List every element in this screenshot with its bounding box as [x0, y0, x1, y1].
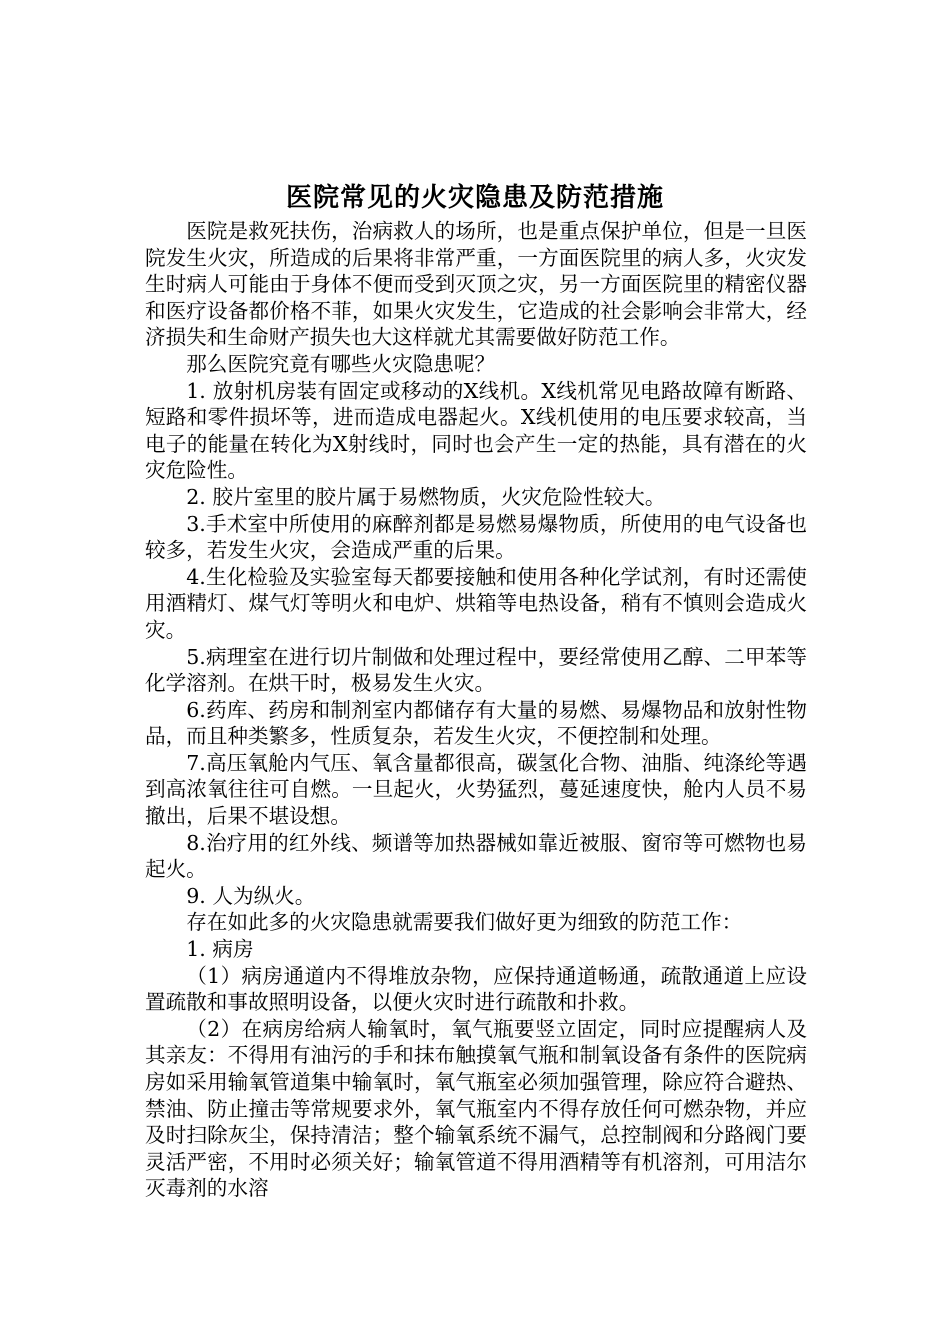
paragraph-hazard-7: 7.高压氧舱内气压、氧含量都很高，碳氢化合物、油脂、纯涤纶等遇到高浓氧往往可自燃。一旦起火，火势猛烈，蔓延速度快，舱内人员不易撤出，后果不堪设想。	[145, 750, 807, 829]
section-heading-ward: 1. 病房	[186, 937, 254, 962]
paragraph-hazard-9: 9. 人为纵火。	[186, 883, 316, 908]
paragraph-intro: 医院是救死扶伤，治病救人的场所，也是重点保护单位，但是一旦医院发生火灾，所造成的后果将非常严重，一方面医院里的病人多，火灾发生时病人可能由于身体不便而受到灭顶之灾，另一方面医院里的精密仪器和医疗设备都价格不菲，如果火灾发生，它造成的社会影响会非常大，经济损失和生命财产损失也大这样就尤其需要做好防范工作。	[145, 219, 807, 350]
document-title: 医院常见的火灾隐患及防范措施	[285, 183, 664, 213]
paragraph-hazard-8: 8.治疗用的红外线、频谱等加热器械如靠近被服、窗帘等可燃物也易起火。	[145, 830, 807, 882]
paragraph-ward-1: （1）病房通道内不得堆放杂物，应保持通道畅通，疏散通道上应设置疏散和事故照明设备，以便火灾时进行疏散和扑救。	[145, 963, 807, 1015]
paragraph-hazard-1: 1. 放射机房装有固定或移动的X线机。X线机常见电路故障有断路、短路和零件损坏等，进而造成电器起火。X线机使用的电压要求较高，当电子的能量在转化为X射线时，同时也会产生一定的热能，具有潜在的火灾危险性。	[145, 378, 807, 483]
paragraph-hazard-6: 6.药库、药房和制剂室内都储存有大量的易燃、易爆物品和放射性物品，而且种类繁多，性质复杂，若发生火灾，不便控制和处理。	[145, 697, 807, 749]
paragraph-question: 那么医院究竟有哪些火灾隐患呢？	[186, 351, 496, 376]
paragraph-ward-2: （2）在病房给病人输氧时，氧气瓶要竖立固定，同时应提醒病人及其亲友：不得用有油污的手和抹布触摸氧气瓶和制氧设备有条件的医院病房如采用输氧管道集中输氧时，氧气瓶室必须加强管理，除应符合避热、禁油、防止撞击等常规要求外，氧气瓶室内不得存放任何可燃杂物，并应及时扫除灰尘，保持清洁；整个输氧系统不漏气，总控制阀和分路阀门要灵活严密，不用时必须关好；输氧管道不得用酒精等有机溶剂，可用洁尔灭毒剂的水溶	[145, 1016, 807, 1201]
paragraph-hazard-3: 3.手术室中所使用的麻醉剂都是易燃易爆物质，所使用的电气设备也较多，若发生火灾，会造成严重的后果。	[145, 511, 807, 563]
paragraph-hazard-2: 2. 胶片室里的胶片属于易燃物质，火灾危险性较大。	[186, 484, 666, 509]
paragraph-prevention-intro: 存在如此多的火灾隐患就需要我们做好更为细致的防范工作：	[186, 910, 743, 935]
paragraph-hazard-4: 4.生化检验及实验室每天都要接触和使用各种化学试剂，有时还需使用酒精灯、煤气灯等明火和电炉、烘箱等电热设备，稍有不慎则会造成火灾。	[145, 564, 807, 642]
paragraph-hazard-5: 5.病理室在进行切片制做和处理过程中，要经常使用乙醇、二甲苯等化学溶剂。在烘干时，极易发生火灾。	[145, 644, 807, 696]
document-body	[145, 218, 807, 1202]
